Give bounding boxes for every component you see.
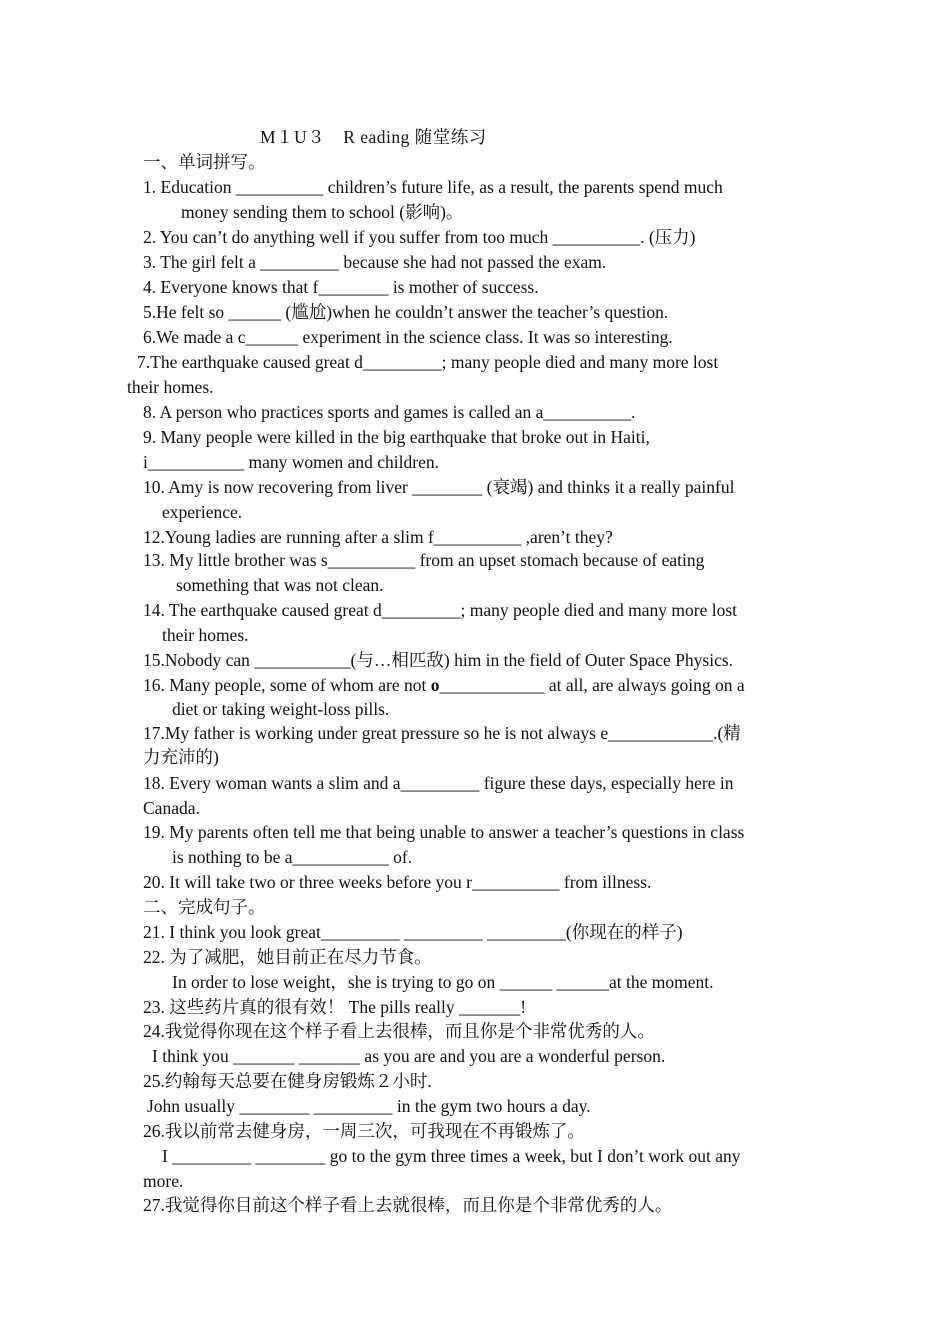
question-line: money sending them to school (影响)。: [181, 202, 464, 222]
question-line: 7.The earthquake caused great d_________; many people died and many more lost: [137, 352, 719, 372]
bold-hint-letter: o: [430, 675, 440, 695]
question-line: 14. The earthquake caused great d_________; many people died and many more lost: [143, 600, 738, 620]
question-line: 21. I think you look great_________ _________ _________(你现在的样子): [143, 922, 683, 942]
question-line: John usually ________ _________ in the gym two hours a day.: [147, 1096, 591, 1116]
question-line: I think you _______ _______ as you are and you are a wonderful person.: [152, 1046, 666, 1066]
question-line: Canada.: [143, 798, 200, 818]
question-line: In order to lose weight，she is trying to go on ______ ______at the moment.: [172, 972, 714, 992]
question-line: 5.He felt so ______ (尴尬)when he couldn’t answer the teacher’s question.: [143, 302, 669, 322]
question-line: 25.约翰每天总要在健身房锻炼２小时.: [143, 1071, 432, 1091]
question-line: 2. You can’t do anything well if you suffer from too much __________. (压力): [143, 227, 696, 247]
question-line: 26.我以前常去健身房，一周三次，可我现在不再锻炼了。: [143, 1121, 585, 1141]
question-line: their homes.: [162, 625, 249, 645]
page-title: M１U３ R eading 随堂练习: [260, 127, 487, 147]
question-line: is nothing to be a___________ of.: [172, 847, 413, 867]
question-line: 8. A person who practices sports and games is called an a__________.: [143, 402, 636, 422]
question-line: 9. Many people were killed in the big earthquake that broke out in Haiti,: [143, 427, 650, 447]
question-text: 16. Many people, some of whom are not: [143, 675, 431, 695]
question-line: 27.我觉得你目前这个样子看上去就很棒，而且你是个非常优秀的人。: [143, 1195, 673, 1215]
question-line: [143, 673, 745, 697]
question-line: 18. Every woman wants a slim and a_________ figure these days, especially here in: [143, 773, 734, 793]
question-line: 6.We made a c______ experiment in the science class. It was so interesting.: [143, 327, 673, 347]
question-line: 23. 这些药片真的很有效！ The pills really _______!: [143, 997, 527, 1017]
question-line: 24.我觉得你现在这个样子看上去很棒，而且你是个非常优秀的人。: [143, 1021, 655, 1041]
question-line: i___________ many women and children.: [143, 452, 439, 472]
question-line: 15.Nobody can ___________(与…相匹敌) him in the field of Outer Space Physics.: [143, 650, 734, 670]
question-line: 力充沛的): [143, 747, 219, 767]
question-line: 1. Education __________ children’s future life, as a result, the parents spend much: [143, 177, 723, 197]
question-line: 10. Amy is now recovering from liver ________ (衰竭) and thinks it a really painful: [143, 477, 735, 497]
question-line: 17.My father is working under great pressure so he is not always e____________.(精: [143, 723, 741, 743]
question-line: more.: [143, 1171, 184, 1191]
question-line: 4. Everyone knows that f________ is mother of success.: [143, 277, 539, 297]
question-line: 13. My little brother was s__________ from an upset stomach because of eating: [143, 550, 705, 570]
question-text: ____________ at all, are always going on a: [439, 675, 745, 695]
question-line: diet or taking weight-loss pills.: [172, 699, 390, 719]
section-heading-spelling: 一、单词拼写。: [143, 152, 266, 172]
section-heading-sentences: 二、完成句子。: [143, 897, 266, 917]
question-line: I _________ ________ go to the gym three times a week, but I don’t work out any: [162, 1146, 741, 1166]
question-line: 12.Young ladies are running after a slim f__________ ,aren’t they?: [143, 527, 613, 547]
question-line: something that was not clean.: [176, 575, 384, 595]
question-line: experience.: [162, 502, 243, 522]
question-line: 22. 为了减肥，她目前正在尽力节食。: [143, 947, 432, 967]
question-line: 19. My parents often tell me that being unable to answer a teacher’s questions in class: [143, 822, 745, 842]
question-line: 20. It will take two or three weeks before you r__________ from illness.: [143, 872, 652, 892]
question-line: 3. The girl felt a _________ because she had not passed the exam.: [143, 252, 607, 272]
question-line: their homes.: [127, 377, 214, 397]
